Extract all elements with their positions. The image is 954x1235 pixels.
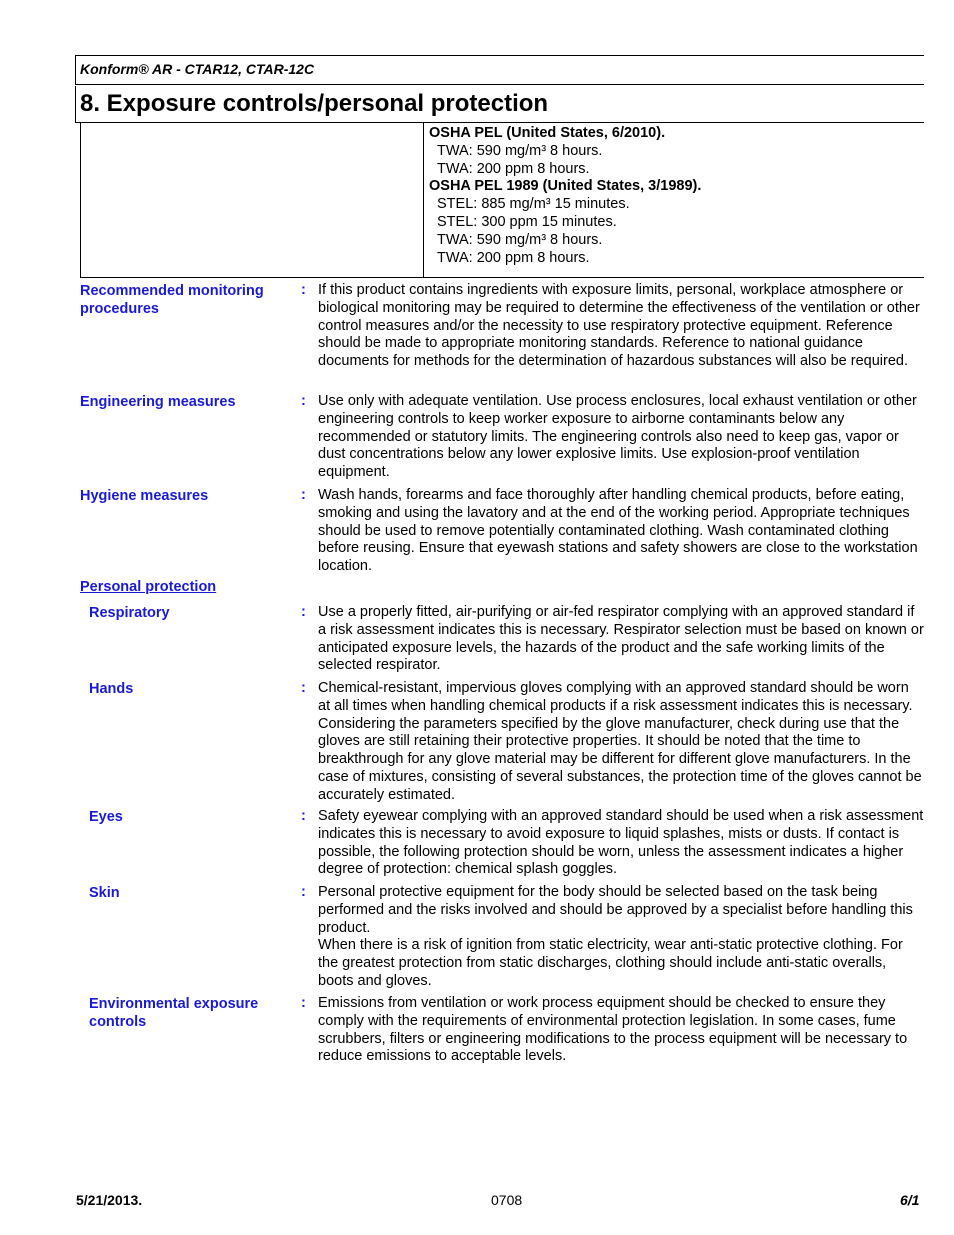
colon: : [301,282,306,298]
hygiene-label: Hygiene measures [80,488,209,504]
environmental-label: Environmental exposure controls [89,996,259,1030]
section-title-bar [75,86,924,123]
skin-label: Skin [89,885,120,901]
colon: : [301,884,306,900]
eyes-text: Safety eyewear complying with an approved standard should be used when a risk assessment indicates this is necessary to avoid exposure to liquid splashes, mists or dusts. If contact is possible, the following protection should be worn, unless the assessment indicates a higher degree of protection: chemical splash goggles. [318,808,924,878]
exposure-limits-cell [429,125,701,267]
respiratory-label: Respiratory [89,605,170,621]
colon: : [301,393,306,409]
footer-page-number: 6/1 [900,1192,920,1208]
hands-text: Chemical-resistant, impervious gloves complying with an approved standard should be worn at all times when handling chemical products if a risk assessment indicates this is necessary. Considering the parameters specified by the glove manufacturer, check during use that the gloves are still retaining their protective properties. It should be noted that the time to breakthrough for any glove material may be different for different glove manufacturers. In the case of mixtures, consisting of several substances, the protection time of the gloves cannot be accurately estimated. [318,680,922,803]
environmental-text: Emissions from ventilation or work process equipment should be checked to ensure they comply with the requirements of environmental protection legislation. In some cases, fume scrubbers, filters or engineering modifications to the process equipment will be necessary to reduce emissions to acceptable levels. [318,995,908,1065]
colon: : [301,680,306,696]
exposure-limit-value: TWA: 200 ppm 8 hours. [437,249,590,266]
exposure-limit-value: TWA: 200 ppm 8 hours. [437,160,590,177]
section-title: 8. Exposure controls/personal protection [80,90,549,117]
document-header [75,55,924,85]
table-divider [423,123,424,277]
hands-label: Hands [89,681,134,697]
exposure-limit-value: TWA: 590 mg/m³ 8 hours. [437,142,603,159]
exposure-limit-value: STEL: 300 ppm 15 minutes. [437,213,617,230]
eyes-label: Eyes [89,809,123,825]
hygiene-text: Wash hands, forearms and face thoroughly after handling chemical products, before eating, smoking and using the lavatory and at the end of the working period. Appropriate techniques should be used to remove potentially contaminated clothing. Wash contaminated clothing before reusing. Ensure that eyewash stations and safety showers are close to the workstation location. [318,487,918,575]
personal-protection-heading: Personal protection [80,579,217,595]
exposure-limit-heading: OSHA PEL 1989 (United States, 3/1989). [429,178,702,195]
colon: : [301,995,306,1011]
footer-date: 5/21/2013. [76,1192,143,1208]
engineering-label: Engineering measures [80,394,236,410]
exposure-limit-heading: OSHA PEL (United States, 6/2010). [429,125,666,141]
monitoring-label: Recommended monitoring procedures [80,283,264,317]
exposure-limit-value: STEL: 885 mg/m³ 15 minutes. [437,196,630,213]
product-name: Konform® AR - CTAR12, CTAR-12C [80,61,315,77]
colon: : [301,808,306,824]
colon: : [301,487,306,503]
skin-text-paragraph: Personal protective equipment for the body should be selected based on the task being performed and the risks involved and should be approved by a specialist before handling this product. [318,884,913,936]
footer-code: 0708 [491,1192,523,1208]
skin-text [318,884,924,991]
monitoring-text: If this product contains ingredients with exposure limits, personal, workplace atmosphere or biological monitoring may be required to determine the effectiveness of the ventilation or other control measures and/or the necessity to use respiratory protective equipment. Reference should be made to appropriate monitoring standards. Reference to national guidance documents for methods for the determination of hazardous substances will also be required. [318,282,920,370]
skin-text-paragraph: When there is a risk of ignition from static electricity, wear anti-static protective clothing. For the greatest protection from static discharges, clothing should include anti-static overalls, boots and gloves. [318,937,903,989]
engineering-text: Use only with adequate ventilation. Use process enclosures, local exhaust ventilation or other engineering controls to keep worker exposure to airborne contaminants below any recommended or statutory limits. The engineering controls also need to keep gas, vapor or dust concentrations below any lower explosive limits. Use explosion-proof ventilation equipment. [318,393,917,481]
exposure-limit-value: TWA: 590 mg/m³ 8 hours. [437,231,603,248]
exposure-limits-table [80,123,924,278]
respiratory-text: Use a properly fitted, air-purifying or air-fed respirator complying with an approved standard if a risk assessment indicates this is necessary. Respirator selection must be based on known or anticipated exposure levels, the hazards of the product and the safe working limits of the selected respirator. [318,604,924,674]
colon: : [301,604,306,620]
